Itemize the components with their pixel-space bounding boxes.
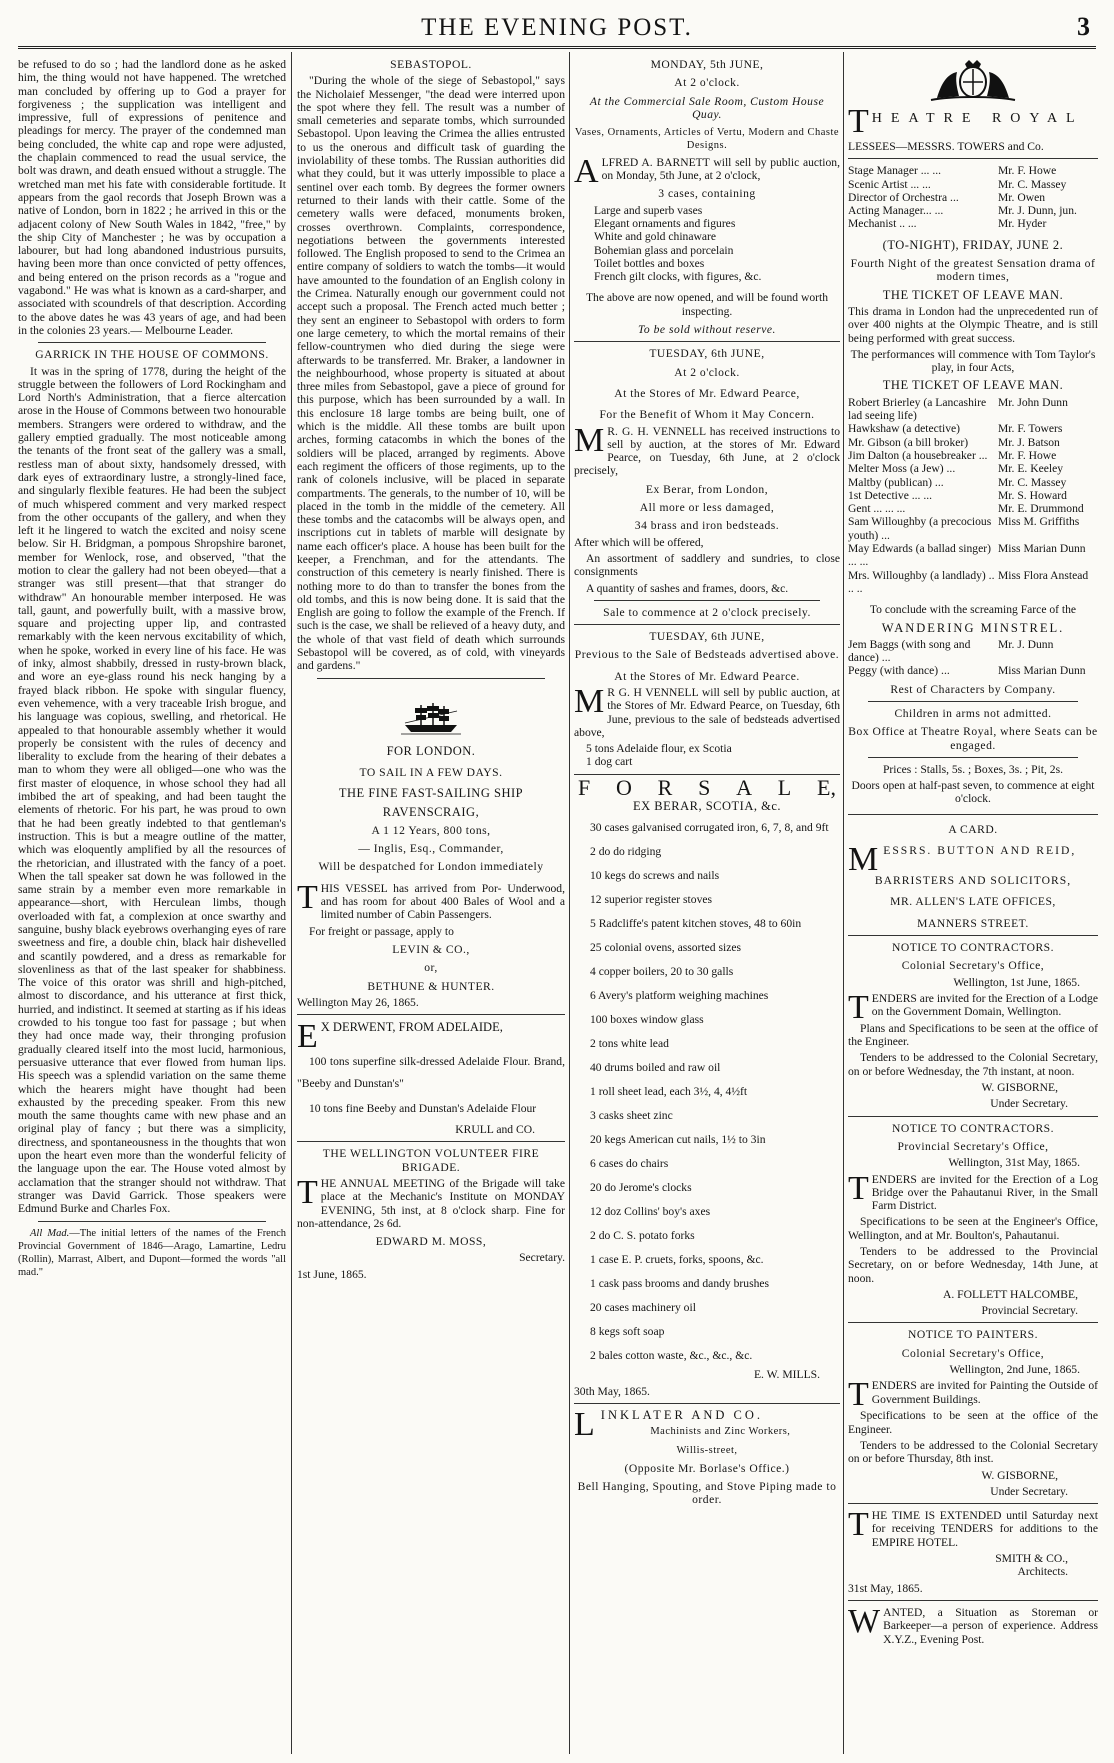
derwent-head [297, 1018, 565, 1056]
staff-name: Mr. Hyder [998, 217, 1047, 231]
for-sale-letter: S [698, 774, 711, 800]
garrick-heading: GARRICK IN THE HOUSE OF COMMONS. [35, 348, 269, 362]
np-body [848, 1376, 1098, 1414]
theatre-children: Children in arms not admitted. [894, 706, 1052, 720]
list-item: 20 kegs American cut nails, 1½ to 3in [590, 1133, 766, 1147]
divider [848, 1116, 1098, 1117]
staff-name: Mr. J. Dunn, jun. [998, 204, 1077, 218]
list-item: 5 Radcliffe's patent kitchen stoves, 48 to 60in [590, 917, 802, 931]
mon-body [574, 152, 840, 190]
staff-role: Director of Orchestra ... [848, 190, 959, 204]
staff-name: Mr. C. Massey [998, 177, 1067, 191]
theatre-fourth: Fourth Night of the greatest Sensation drama of modern times, [850, 257, 1096, 284]
tue2-body [574, 682, 840, 739]
tue2-line-1: 5 tons Adelaide flour, ex Scotia [586, 742, 732, 756]
wanted-body [848, 1602, 1098, 1646]
divider [38, 342, 266, 343]
tue2-place: At the Stores of Mr. Edward Pearce. [614, 669, 800, 683]
theatre-cast-2 [848, 638, 1098, 678]
melbourne-article: be refused to do so ; had the landlord done as he asked him, the thing would not have happened. The wretched man concluded by offering up to God a prayer for forgiveness ; the supplication was intelligent and impressive, full of expressions of penitence and pleadings for mercy. The prayer of the condemned man being concluded, the white cap and rope were adjusted, the chaplain commenced to read the usual service, the bolt was drawn, and death ensued without a struggle. The wretched man met his fate with considerable fortitude. It appears from the gaol records that Joseph Brown was a native of London, born in 1822 ; he arrived in this or the adjacent colony of New South Wales in 1842, "free," by the ship City of Manchester ; he was by occupation a labourer, but had long abandoned industrious pursuits, having been more than once convicted of petty offences, and being entered on the prison records as a "rogue and vagabond." He was what is known as a card-sharper, and associated with scoundrels of that description. According to the above dates he was 43 years of age, and had been in the colonies 23 years.— Melbourne Leader. [18, 58, 286, 337]
list-item: 12 doz Collins' boy's axes [590, 1205, 711, 1219]
nc2-heading: NOTICE TO CONTRACTORS. [891, 1121, 1055, 1135]
list-item: 20 do Jerome's clocks [590, 1181, 692, 1195]
list-item: 10 kegs do screws and nails [590, 869, 720, 883]
staff-role: Scenic Artist ... ... [848, 177, 931, 191]
staff-row [848, 178, 1098, 191]
cast-role: Maltby (publican) ... [848, 475, 944, 489]
nc1-office: Colonial Secretary's Office, [901, 959, 1045, 973]
tue1-line-3: 34 brass and iron bedsteads. [634, 519, 780, 533]
list-item: 3 casks sheet zinc [590, 1109, 673, 1123]
theatre-doors: Doors open at half-past seven, to commence at eight o'clock. [851, 779, 1095, 806]
for-sale-letter: L [777, 774, 792, 800]
mon-cases: 3 cases, containing [658, 187, 756, 201]
divider [868, 757, 1078, 758]
divider [848, 1503, 1098, 1504]
list-item: 2 do do ridging [590, 845, 662, 859]
divider [317, 678, 545, 679]
staff-row [848, 217, 1098, 230]
nc2-date: Wellington, 31st May, 1865. [948, 1156, 1080, 1170]
cast-row [848, 489, 1098, 502]
mon-goods: Vases, Ornaments, Articles of Vertu, Modern and Chaste Designs. [574, 127, 840, 152]
list-item: 30 cases galvanised corrugated iron, 6, 7, 8, and 9ft [590, 821, 829, 835]
for-sale-date: 30th May, 1865. [574, 1384, 650, 1398]
wanted-body-text: ANTED, a Situation as Storeman or Barkeeper—a person of experience. Address X.Y.Z., Evening Post. [883, 1605, 1098, 1646]
drop-cap: L [574, 1405, 598, 1443]
ext-body [848, 1506, 1098, 1549]
freight-line: For freight or passage, apply to [309, 924, 454, 938]
all-mad-paragraph [18, 1227, 286, 1280]
nc2-tenders: Tenders to be addressed to the Provincial Secretary, on or before Wednesday, 14th June, at noon. [848, 1245, 1098, 1285]
list-item: 2 bales cotton waste, &c., &c., &c. [590, 1349, 753, 1363]
london-date: Wellington May 26, 1865. [297, 995, 419, 1009]
cast-role: Robert Brierley (a Lancashire lad seeing life) [848, 395, 987, 423]
divider [297, 1141, 565, 1142]
ext-signature: SMITH & CO., [995, 1552, 1068, 1566]
nc2-office: Provincial Secretary's Office, [897, 1139, 1049, 1153]
drop-cap: T [297, 1174, 318, 1211]
linklater-opp: (Opposite Mr. Borlase's Office.) [624, 1461, 790, 1475]
staff-role: Acting Manager... ... [848, 204, 944, 218]
tue1-line-1: Ex Berar, from London, [645, 482, 769, 496]
theatre-prices: Prices : Stalls, 5s. ; Boxes, 3s. ; Pit, 2s. [882, 762, 1064, 776]
card-line-4: MANNERS STREET. [917, 916, 1029, 930]
theatre-rest: Rest of Characters by Company. [890, 682, 1056, 696]
list-item: Large and superb vases [594, 203, 703, 217]
cast-actor: Mr. E. Keeley [998, 462, 1064, 476]
cast-role: Mr. Gibson (a bill broker) [848, 435, 969, 449]
fire-body-text: HE ANNUAL MEETING of the Brigade will take place at the Mechanic's Institute on MONDAY EVENING, 5th inst, at 8 o'clock sharp. Fine for non-attendance, 2s 6d. [297, 1177, 565, 1230]
drop-cap: E [297, 1018, 318, 1056]
nc2-body-text: ENDERS are invited for the Erection of a Log Bridge over the Pahautanui River, in the Small Farm District. [871, 1172, 1098, 1213]
np-date: Wellington, 2nd June, 1865. [949, 1363, 1080, 1377]
fire-heading: THE WELLINGTON VOLUNTEER FIRE BRIGADE. [322, 1147, 540, 1174]
column-2 [297, 58, 565, 1754]
list-item: 100 boxes window glass [590, 1013, 704, 1027]
linklater-bell: Bell Hanging, Spouting, and Stove Piping made to order. [577, 1480, 837, 1507]
np-signature-title: Under Secretary. [990, 1484, 1068, 1498]
list-item: Elegant ornaments and figures [594, 216, 736, 230]
cast-row [848, 569, 1098, 596]
cast-role: Jim Dalton (a housebreaker ... [848, 448, 988, 462]
cast-actor: Miss Marian Dunn [998, 664, 1086, 678]
fire-signature-title: Secretary. [519, 1251, 565, 1265]
mon-reserve: To be sold without reserve. [638, 323, 776, 337]
all-mad-text: —The initial letters of the names of the French Provincial Government of 1846—Arago, Lamartine, Ledru (Rollin), Marrast, Albert, and Dupont—formed the words "all mad." [18, 1227, 286, 1279]
tue2-date: TUESDAY, 6th JUNE, [649, 630, 765, 644]
staff-name: Mr. Owen [998, 190, 1046, 204]
nc1-heading: NOTICE TO CONTRACTORS. [891, 940, 1055, 954]
london-sub: TO SAIL IN A FEW DAYS. [359, 765, 503, 779]
list-item: 6 Avery's platform weighing machines [590, 989, 769, 1003]
page-number: 3 [1077, 12, 1090, 41]
for-sale-letter: E, [817, 774, 836, 800]
nc1-body [848, 988, 1098, 1026]
column-rule [569, 52, 570, 1754]
ship-name: RAVENSCRAIG, [382, 804, 480, 819]
cast-actor: Mr. J. Dunn [998, 637, 1054, 651]
divider [574, 341, 840, 342]
theatre-cast [848, 396, 1098, 595]
theatre-box: Box Office at Theatre Royal, where Seats can be engaged. [848, 725, 1098, 752]
derwent-line-2: 10 tons fine Beeby and Dunstan's Adelaide Flour [309, 1102, 537, 1116]
cast-role: Hawkshaw (a detective) [848, 422, 961, 436]
nc1-body-text: ENDERS are invited for the Erection of a Lodge on the Government Domain, Wellington. [871, 991, 1098, 1019]
tue1-benefit: For the Benefit of Whom it May Concern. [599, 408, 815, 422]
theatre-play-2: THE TICKET OF LEAVE MAN. [882, 378, 1064, 393]
list-item: Toilet bottles and boxes [594, 256, 705, 270]
for-sale-signature: E. W. MILLS. [753, 1368, 820, 1382]
np-body-text: ENDERS are invited for Painting the Outside of Government Buildings. [871, 1379, 1098, 1406]
mon-note: The above are now opened, and will be found worth inspecting. [585, 291, 829, 318]
drop-cap: T [848, 1506, 869, 1544]
theatre-play: THE TICKET OF LEAVE MAN. [882, 287, 1064, 302]
cast-actor: Mr. J. Batson [998, 435, 1060, 449]
ext-date: 31st May, 1865. [848, 1581, 923, 1595]
drop-cap: A [574, 152, 599, 190]
mon-items [574, 204, 840, 284]
tue1-line-5: A quantity of sashes and frames, doors, &c. [586, 581, 789, 595]
mon-time: At 2 o'clock. [674, 76, 740, 90]
drop-cap: M [848, 841, 881, 879]
cast-actor: Mr. E. Drummond [998, 502, 1084, 516]
london-heading: FOR LONDON. [386, 743, 476, 758]
fire-signature: EDWARD M. MOSS, [375, 1235, 487, 1249]
garrick-article: It was in the spring of 1778, during the height of the struggle between the followers of Lord Rockingham and Lord North's Administration, that a fierce altercation arose in the House of Commons between two honourable members. Strangers were ordered to withdraw, and the gallery emptied gradually. The most noticeable among the tenants of the front seat of the gallery was a small, restless man of about sixty, handsomely dressed, with dark eyes of extraordinary lustre, a strongly-lined face, and singularly flexible features. He had been the subject of much whispered comment and very marked respect from the other occupants of the gallery, and when they left it he lingered to watch the excited and noisy scene below. Sir H. Bridgman, a pompous Shropshire baronet, member for Wenlock, rose, and observed, "that the motion to clear the gallery had not been obeyed—that a stranger was still present—that that stranger do withdraw" An honourable member interposed. He was tall, gaunt, and powerfully built, with a massive brow, square and projecting upper lip, and contrasted remarkably with the keen nervous excitability of which, when he spoke, worked in every line of his face. He was of inky, almost shabbily, dressed in rusty-brown black, and wore an eye-glass round his neck hanging by a frayed black ribbon. He spoke with singular fluency, even vehemence, with a very traceable Irish brogue, and his language was copious, swelling, and rhetorical. He appealed to that honourable assembly whether it would properly be consistent with the rules of decency and liberality to exclude from the hearing of their debates a man to whom they were all obliged—one who was the first master of eloquence, in whose school they had all imbibed the art of speaking, and had been taught the elements of rhetoric. For his part, he was proud to own that he had been greatly indebted to that gentleman's instruction. This is but a meagre outline of the matter, which was eloquently amplified by all the resources of the rhetorician, and illustrated with the fancy of a poet. When the tall speaker sat down he was followed in the same strain by a member even more remarkable in appearance—short, with Herculean limbs, though overloaded with fat, a complexion at once swarthy and sanguine, bushy black eyebrows overhanging eyes of rare sweetness and fire, a double chin, black hair dishevelled and scantily powdered, and a dress as remarkable for slovenliness as that of the last speaker for shabbiness. The voice of this orator was shrill and high-pitched, almost to discordance, and his utterance at first thick, hurried, and indistinct. It seemed at starting as if his ideas crowded to his tongue too fast for passage ; but when they had once made way, their thronging profusion gradually cleared itself into the most lucid, harmonious, persuasive utterance that ever flowed from human lips. His speech was a splendid variation on the same theme which the hearers might have thought had been exhausted by the preceding speaker. From this new mouth the same thoughts came with new phase and an original play of fancy ; but there was a simplicity, directness, and spontaneousness in the thoughts that won upon the heart even more than the wonderful felicity of the language upon the ear. The House voted almost by acclamation that the stranger should not withdraw. That stranger was David Garrick. Those speakers were Edmund Burke and Charles Fox. [18, 364, 286, 1216]
cast-role: 1st Detective ... ... [848, 488, 933, 502]
sebastopol-heading: SEBASTOPOL. [390, 58, 472, 71]
nc1-tenders: Tenders to be addressed to the Colonial Secretary, on or before Wednesday, the 7th instant, at noon. [848, 1051, 1098, 1078]
np-office: Colonial Secretary's Office, [901, 1346, 1045, 1360]
list-item: 1 roll sheet lead, each 3½, 4, 4½ft [590, 1085, 748, 1099]
cast-row [848, 422, 1098, 435]
derwent-head-text: X DERWENT, FROM ADELAIDE, [320, 1020, 503, 1035]
column-rule [291, 52, 292, 1754]
for-sale-letter: O [616, 774, 632, 800]
tue2-prev: Previous to the Sale of Bedsteads advertised above. [574, 648, 840, 662]
ext-signature-title: Architects. [1017, 1565, 1068, 1579]
staff-role: Stage Manager ... ... [848, 164, 942, 178]
np-specs: Specifications to be seen at the office of the Engineer. [848, 1409, 1098, 1436]
theatre-name: HEATRE ROYAL [871, 111, 1084, 126]
divider [848, 814, 1098, 815]
tue2-body-text: R G. H VENNELL will sell by public auction, at the Stores of Mr. Edward Pearce, on Tuesday, 6th June, previous to the sale of bedsteads advertised above, [574, 685, 840, 739]
np-signature: W. GISBORNE, [981, 1468, 1058, 1482]
cast-actor: Mr. C. Massey [998, 475, 1067, 489]
list-item: French gilt clocks, with figures, &c. [594, 270, 762, 284]
ship-body [297, 878, 565, 922]
cast-row [848, 449, 1098, 462]
agent-or: or, [424, 961, 438, 975]
theatre-lessees: LESSEES—MESSRS. TOWERS and Co. [848, 140, 1044, 153]
theatre-staff [848, 164, 1098, 230]
cast-actor: Miss M. Griffiths [998, 515, 1080, 529]
theatre-farce: To conclude with the screaming Farce of the [869, 603, 1077, 617]
card-line-2: BARRISTERS AND SOLICITORS, [874, 874, 1072, 888]
tue2-line-2: 1 dog cart [586, 755, 633, 769]
list-item: 1 case E. P. cruets, forks, spoons, &c. [590, 1253, 764, 1267]
list-item: 2 tons white lead [590, 1037, 669, 1051]
mon-place: At the Commercial Sale Room, Custom House Quay. [589, 94, 825, 121]
tue1-sale: Sale to commence at 2 o'clock precisely. [603, 605, 811, 619]
all-mad-lead: All Mad. [30, 1227, 70, 1239]
list-item: 4 copper boilers, 20 to 30 galls [590, 965, 734, 979]
tue1-line-4: An assortment of saddlery and sundries, to close consignments [574, 551, 840, 579]
column-rule [843, 52, 844, 1754]
divider [848, 158, 1098, 159]
cast-row [848, 638, 1098, 665]
nc2-signature-title: Provincial Secretary. [981, 1304, 1078, 1318]
list-item: 6 cases do chairs [590, 1157, 669, 1171]
cast-row [848, 502, 1098, 515]
derwent-line-1: 100 tons superfine silk-dressed Adelaide Flour. Brand, "Beeby and Dunstan's" [297, 1055, 565, 1091]
divider [594, 600, 820, 601]
agent-2: BETHUNE & HUNTER. [367, 979, 495, 993]
cast-row [848, 436, 1098, 449]
list-item: Bohemian glass and porcelain [594, 243, 734, 257]
column-1 [18, 58, 286, 1754]
cast-row [848, 515, 1098, 542]
list-item: 25 colonial ovens, assorted sizes [590, 941, 742, 955]
cast-role: Mrs. Willoughby (a landlady) .. .. .. [848, 568, 995, 595]
cast-actor: Mr. John Dunn [998, 395, 1068, 409]
np-tenders: Tenders to be addressed to the Colonial Secretary on or before Thursday, 8th inst. [848, 1438, 1098, 1466]
nc2-body [848, 1169, 1098, 1213]
nc1-date: Wellington, 1st June, 1865. [953, 975, 1080, 989]
staff-row [848, 164, 1098, 177]
drop-cap: W [848, 1602, 881, 1640]
theatre-minstrel: WANDERING MINSTREL. [881, 620, 1065, 635]
ship-line-1: THE FINE FAST-SAILING SHIP [338, 786, 524, 801]
drop-cap: T [297, 878, 318, 916]
cast-row [848, 664, 1098, 677]
masthead [18, 6, 1096, 49]
cast-row [848, 396, 1098, 423]
divider [574, 624, 840, 625]
linklater-name: INKLATER AND CO. [600, 1407, 764, 1422]
drop-cap: M [574, 682, 605, 720]
card-line-1 [848, 841, 1098, 879]
sebastopol-article: "During the whole of the siege of Sebastopol," says the Nicholaief Messenger, "the dead were interred upon the spot where they fell. The result was a number of small cemeteries and separate tombs, which surrounded Sebastopol. Upon leaving the Crimea the allies entrusted to us the onerous and difficult task of guarding the inviolability of these tombs. The Russian authorities did what they could, but it was utterly impossible to place a sentinel over each tomb. By degrees the former owners returned to their lands with their cattle. Some of the cemetery walls were defaced, monuments broken, crosses overthrown. Complaints, correspondence, negotiations between the governments interested followed. The English proposed to send to the Crimea an entire company of soldiers to watch the tombs—it would have amounted to the foundation of an English colony in the Crimea. Naturally enough our government could not accept such a proposal. The French acted much better ; they sent an engineer to Sebastopol with orders to form one large cemetery, to which the mortal remains of their fellow-countrymen who died during the siege were afterwards to be transferred. Mr. Braker, a landowner in the neighbourhood, whose property is situated at about three miles from Sebastopol, gave a piece of ground for this purpose, which has been surrounded by a wall. In this enclosure 18 large tombs are being built, one of which is the middle. All these tombs are built upon arches, forming catacombs in which the bones of the soldiers will be placed, arranged by regiments. Above each regiment the officers of those regiments, up to the rank of colonels inclusive, will be placed in separate compartments. The generals, to the number of 10, will be placed in the tomb in the middle of the cemetery. All these tombs and the catacombs will be always open, and inscriptions cut in tablets of marble will designate by name each officer's place. A house has been built for the keeper, a Frenchman, and for the attendants. The construction of this cemetery is nearly finished. There is nothing more to do than to transfer the bones from the old tombs, and this is now being done. It is said that the English are going to follow the example of the French. If such is the case, we shall be relieved of a heavy duty, and the whole of that vast field of death which surrounds Sebastopol will be covered, as of cold, with vineyards and gardens." [297, 74, 565, 673]
drop-cap: M [574, 421, 605, 459]
staff-row [848, 204, 1098, 217]
tue1-body-text: R. G. H. VENNELL has received instructions to sell by auction, at the stores of Mr. Edward Pearce, on Tuesday, 6th June, at 2 o'clock precisely, [574, 424, 840, 478]
mon-date: MONDAY, 5th JUNE, [650, 58, 764, 71]
ship-icon [297, 701, 565, 735]
theatre-drama: This drama in London had the unprecedented run of over 400 nights at the Olympic Theatre, and is still being performed with great success. [848, 304, 1098, 345]
tue1-date: TUESDAY, 6th JUNE, [649, 347, 765, 361]
divider [848, 1322, 1098, 1323]
drop-cap: T [848, 1169, 869, 1207]
nc2-signature: A. FOLLETT HALCOMBE, [942, 1287, 1078, 1301]
nc2-specs: Specifications to be seen at the Engineer's Office, Wellington, and at Mr. Boulton's, Pahautanui. [848, 1215, 1098, 1242]
drop-cap: T [848, 1376, 869, 1414]
list-item: 12 superior register stoves [590, 893, 713, 907]
nc1-signature: W. GISBORNE, [981, 1081, 1058, 1095]
fire-body [297, 1174, 565, 1230]
derwent-signature: KRULL and CO. [455, 1123, 535, 1137]
card-heading: A CARD. [948, 822, 998, 836]
drop-cap: T [848, 988, 869, 1026]
agent-1: LEVIN & CO., [392, 942, 470, 956]
divider [297, 1014, 565, 1015]
divider [868, 701, 1078, 702]
linklater-trade: Machinists and Zinc Workers, [650, 1426, 791, 1438]
tue1-line-2: All more or less damaged, [639, 501, 775, 515]
nc1-signature-title: Under Secretary. [990, 1097, 1068, 1111]
card-line-1-text: ESSRS. BUTTON AND REID, [883, 844, 1077, 858]
tue1-after: After which will be offered, [574, 535, 704, 549]
tue1-time: At 2 o'clock. [674, 365, 740, 379]
cast-role: May Edwards (a ballad singer) ... ... [848, 542, 991, 569]
list-item: 20 cases machinery oil [590, 1301, 696, 1315]
column-3 [574, 58, 840, 1754]
cast-role: Jem Baggs (with song and dance) ... [848, 637, 971, 665]
staff-role: Mechanist .. ... [848, 217, 917, 231]
newspaper-title: THE EVENING POST. [421, 14, 693, 41]
column-4 [848, 58, 1098, 1754]
theatre-heading [848, 103, 1098, 140]
staff-name: Mr. F. Howe [998, 164, 1057, 178]
cast-role: Melter Moss (a Jew) ... [848, 462, 956, 476]
list-item: 2 do C. S. potato forks [590, 1229, 695, 1243]
theatre-perf: The performances will commence with Tom Taylor's play, in four Acts, [850, 347, 1096, 375]
cast-row [848, 476, 1098, 489]
list-item: 40 drums boiled and raw oil [590, 1061, 721, 1075]
cast-row [848, 462, 1098, 475]
list-item: 1 cask pass brooms and dandy brushes [590, 1277, 770, 1291]
staff-row [848, 191, 1098, 204]
for-sale-items [574, 816, 840, 1368]
drop-cap: T [848, 103, 869, 140]
cast-row [848, 542, 1098, 569]
for-sale-heading [574, 774, 840, 800]
for-sale-letter: A [736, 774, 753, 800]
cast-actor: Mr. F. Howe [998, 448, 1057, 462]
cast-role: Sam Willoughby (a precocious youth) ... [848, 515, 992, 542]
cast-actor: Miss Marian Dunn [998, 542, 1086, 556]
cast-role: Peggy (with dance) ... [848, 664, 950, 678]
for-sale-letter: F [578, 774, 591, 800]
for-sale-sub: EX BERAR, SCOTIA, &c. [633, 799, 781, 814]
divider [848, 1600, 1098, 1601]
ext-body-text: HE TIME IS EXTENDED until Saturday next for receiving TENDERS for additions to the EMPIRE HOTEL. [871, 1509, 1098, 1549]
divider [848, 935, 1098, 936]
cast-actor: Mr. S. Howard [998, 488, 1067, 502]
linklater-street: Willis-street, [676, 1444, 738, 1456]
list-item: 8 kegs soft soap [590, 1325, 665, 1339]
tue1-place: At the Stores of Mr. Edward Pearce, [614, 386, 800, 400]
royal-arms-icon [848, 58, 1098, 102]
nc1-plans: Plans and Specifications to be seen at the office of the Engineer. [848, 1021, 1098, 1049]
mon-body-text: LFRED A. BARNETT will sell by public auction, on Monday, 5th June, at 2 o'clock, [601, 155, 840, 183]
cast-actor: Mr. F. Towers [998, 422, 1063, 436]
card-line-3: MR. ALLEN'S LATE OFFICES, [890, 895, 1056, 909]
ship-line-5: Will be despatched for London immediately [318, 860, 544, 874]
for-sale-letter: R [657, 774, 673, 800]
divider [574, 1403, 840, 1404]
np-heading: NOTICE TO PAINTERS. [907, 1328, 1039, 1342]
ship-line-4: — Inglis, Esq., Commander, [358, 842, 504, 856]
ship-line-3: A 1 12 Years, 800 tons, [371, 823, 491, 837]
theatre-tonight: (TO-NIGHT), FRIDAY, JUNE 2. [882, 237, 1064, 252]
list-item: White and gold chinaware [594, 230, 717, 244]
tue1-body [574, 421, 840, 478]
cast-actor: Miss Flora Anstead [998, 568, 1089, 582]
divider [38, 1221, 266, 1222]
ship-body-text: HIS VESSEL has arrived from Por- Underwood, and has room for about 400 Bales of Wool and a limited number of Cabin Passengers. [320, 881, 565, 922]
fire-date: 1st June, 1865. [297, 1267, 367, 1281]
cast-role: Gent ... ... ... [848, 502, 906, 516]
